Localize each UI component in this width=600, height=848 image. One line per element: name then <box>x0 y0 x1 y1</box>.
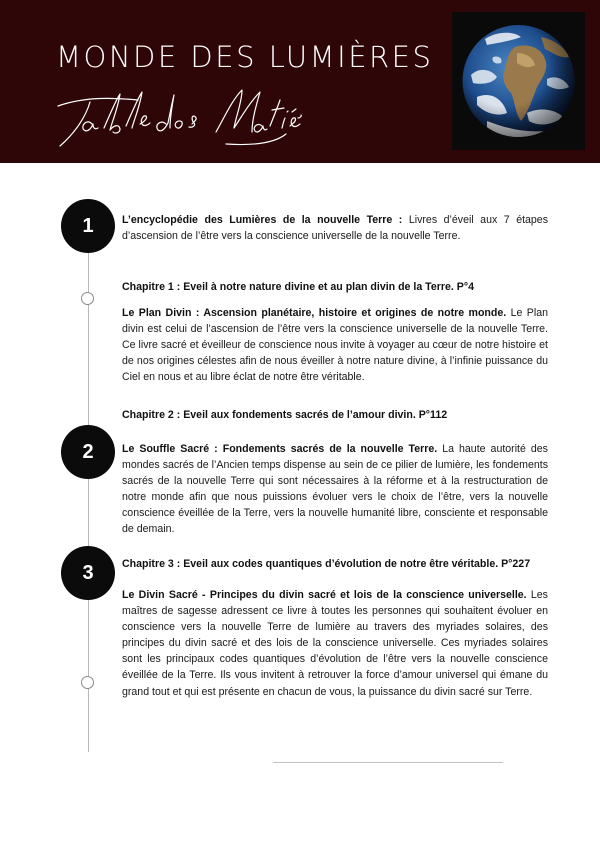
chapter-2-heading: Chapitre 2 : Eveil aux fondements sacrés de l’amour divin. P°112 <box>122 409 448 421</box>
chapter-1-title: Le Plan Divin : Ascension planétaire, histoire et origines de notre monde. <box>122 307 507 319</box>
chapter-1-text: Le Plan divin est celui de l’ascension de l’être vers la conscience universelle de la nouvelle Terre. Ce livre sacré et éveilleur de conscience nous invite à voyager au cœur de notre histoire et de nos origines célestes afin de nous éveiller à notre nature divine, à l’infinie puissance du Ciel en nous et au libre éclat de notre être véritable. <box>122 307 548 384</box>
chapter-3-paragraph <box>122 587 548 700</box>
step-1-badge: 1 <box>61 199 115 253</box>
earth-globe-icon <box>457 17 580 145</box>
chapter-2-title: Le Souffle Sacré : Fondements sacrés de la nouvelle Terre. <box>122 443 438 455</box>
step-3-badge: 3 <box>61 546 115 600</box>
intro-text: Livres d’éveil aux 7 étapes d’ascension de l’être vers la conscience universelle de la nouvelle Terre. <box>122 214 548 243</box>
step-2-badge: 2 <box>61 425 115 479</box>
chapter-1-paragraph <box>122 305 548 385</box>
intro-paragraph <box>122 212 548 244</box>
chapter-1-heading: Chapitre 1 : Eveil à notre nature divine et au plan divin de la Terre. P°4 <box>122 281 474 293</box>
header-banner <box>0 0 600 163</box>
page-title: MONDE DES LUMIÈRES <box>56 40 434 74</box>
chapter-2-text: La haute autorité des mondes sacrés de l’Ancien temps dispense au sein de ce pilier de lumière, les fondements sacrés de la nouvelle Terre qui sont nécessaires à la réforme et à la restructuration de notre monde afin que nous puissions évoluer vers le choix de l’être, vers la nouvelle conscience éveillée de la Terre, vers la nouvelle humanité libre, consciente et responsable de demain. <box>122 443 548 536</box>
timeline-node-2 <box>81 676 94 689</box>
chapter-3-heading: Chapitre 3 : Eveil aux codes quantiques d’évolution de notre être véritable. P°227 <box>122 558 531 570</box>
chapter-3-text: Les maîtres de sagesse adressent ce livre à toutes les personnes qui souhaitent évoluer en conscience vers la nouvelle Terre de lumière au travers des myriades solaires, des principes du divin sacré et des lois de la conscience universelle. Ces myriades solaires sont les principaux codes quantiques d’évolution de l’être vers la nouvelle conscience éveillée de la Terre. Ils vous invitent à retrouver la force d’amour universel qui émane du grand tout et qui est présente en chacun de vous, la puissance du divin sacré sur Terre. <box>122 589 548 698</box>
timeline-node-1 <box>81 292 94 305</box>
chapter-3-title: Le Divin Sacré - Principes du divin sacré et lois de la conscience universelle. <box>122 589 527 601</box>
earth-image <box>452 12 585 150</box>
footer-divider <box>273 762 503 763</box>
script-subtitle-signature <box>56 88 306 150</box>
intro-title: L’encyclopédie des Lumières de la nouvelle Terre : <box>122 214 403 226</box>
chapter-2-paragraph <box>122 441 548 538</box>
